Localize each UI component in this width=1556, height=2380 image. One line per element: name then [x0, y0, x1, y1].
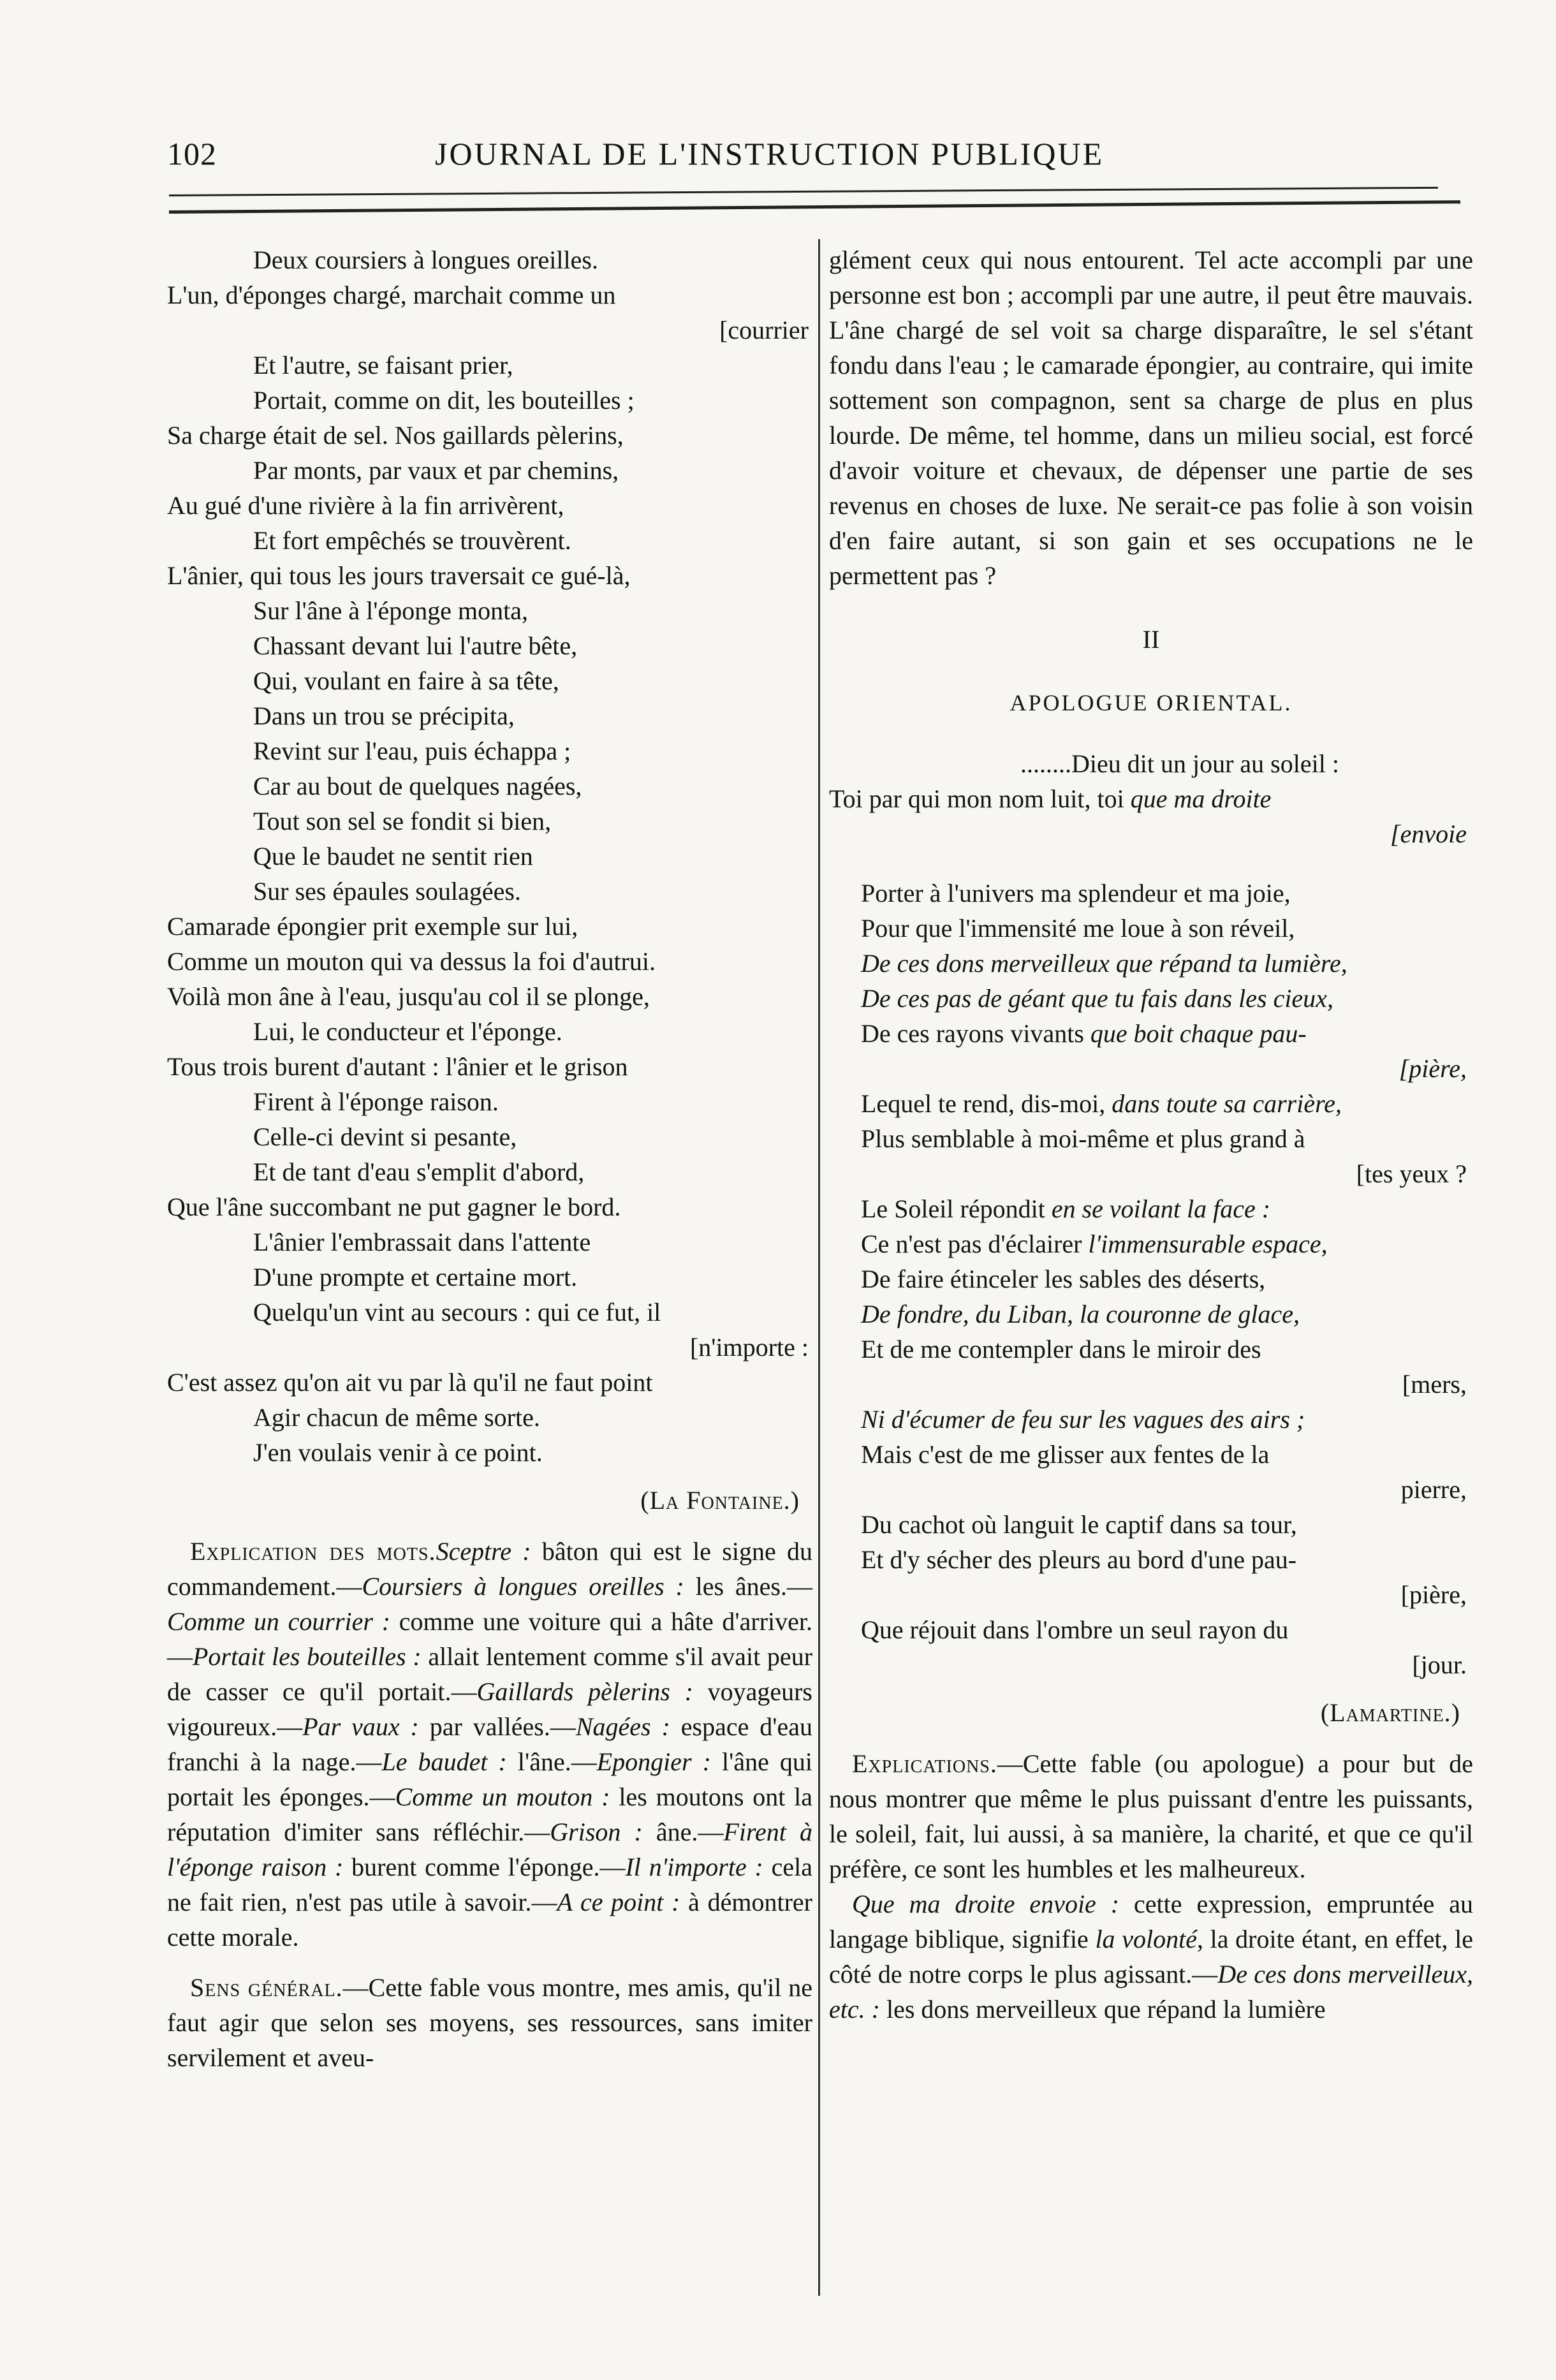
- verse-line: [829, 1612, 1473, 1647]
- sens-general-text: —Cette fable vous montre, mes amis, qu'il ne faut agir que selon ses moyens, ses ressources, sans imiter servilement et aveu-: [167, 1973, 813, 2072]
- verse-line: Firent à l'éponge raison.: [253, 1087, 499, 1116]
- text-run: les ânes.—: [684, 1572, 813, 1601]
- verse-line: Deux coursiers à longues oreilles.: [253, 246, 598, 274]
- text-run: espace d'eau franchi à la nage.—: [167, 1712, 813, 1776]
- italic-term: Epongier :: [596, 1747, 711, 1776]
- verse-line: Portait, comme on dit, les bouteilles ;: [253, 386, 635, 415]
- text-run: Que réjouit dans l'ombre un seul rayon du: [861, 1615, 1289, 1644]
- text-run: les moutons ont la réputation d'imiter sans réfléchir.—: [167, 1782, 813, 1846]
- verse-line: [829, 1542, 1473, 1577]
- sens-general: [167, 1970, 812, 2075]
- continuation-paragraph: glément ceux qui nous entourent. Tel acte accompli par une personne est bon ; accompli par une autre, il peut être mauvais. L'âne chargé de sel voit sa charge disparaître, le sel s'étant fondu dans l'eau ; le camarade épongier, au contraire, qui imite sottement son compagnon, sent sa charge de plus en plus lourde. De même, tel homme, dans un milieu social, est forcé d'avoir voiture et chevaux, de dépenser une partie de ses revenus en choses de luxe. Ne serait-ce pas folie à son voisin d'en faire autant, si son gain et ses occupations ne le permettent pas ?: [829, 246, 1473, 590]
- italic-term: Nagées :: [575, 1712, 670, 1741]
- verse-line: Celle-ci devint si pesante,: [253, 1122, 517, 1151]
- running-title: JOURNAL DE L'INSTRUCTION PUBLIQUE: [435, 136, 1105, 172]
- verse-line: Quelqu'un vint au secours : qui ce fut, il: [253, 1298, 661, 1326]
- verse-line: [829, 746, 1473, 781]
- italic-term: Sceptre :: [436, 1537, 531, 1566]
- verse-line: [829, 1121, 1473, 1156]
- verse-line: Comme un mouton qui va dessus la foi d'autrui.: [167, 947, 656, 976]
- page-number: 102: [167, 136, 217, 172]
- text-run: ........Dieu dit un jour au soleil :: [1020, 749, 1339, 778]
- text-run: De ces rayons vivants: [861, 1019, 1090, 1048]
- signature-text: (La Fontaine.): [640, 1486, 800, 1515]
- verse-line: [n'importe :: [689, 1333, 809, 1362]
- text-run: voyageurs vigoureux.—: [167, 1677, 812, 1741]
- verse-line: Et fort empêchés se trouvèrent.: [253, 526, 571, 555]
- italic-term: Le baudet :: [381, 1747, 507, 1776]
- verse-line: [829, 1086, 1473, 1121]
- text-run: l'âne qui portait les éponges.—: [167, 1747, 813, 1811]
- italic-term: De fondre, du Liban, la couronne de glace,: [861, 1300, 1300, 1328]
- verse-line: [829, 1437, 1473, 1472]
- verse-line: Agir chacun de même sorte.: [253, 1403, 540, 1432]
- verse-line: Chassant devant lui l'autre bête,: [253, 631, 578, 660]
- text-run: Et de me contempler dans le miroir des: [861, 1335, 1261, 1363]
- verse-line: C'est assez qu'on ait vu par là qu'il ne faut point: [167, 1368, 653, 1397]
- signature-lamartine: [829, 1695, 1473, 1730]
- text-run: Toi par qui mon nom luit, toi: [829, 784, 1131, 813]
- italic-term: en se voilant la face :: [1051, 1194, 1271, 1223]
- verse-line: Revint sur l'eau, puis échappa ;: [253, 737, 571, 765]
- verse-line: [829, 1577, 1473, 1612]
- verse-line: [829, 1226, 1473, 1261]
- verse-line: Au gué d'une rivière à la fin arrivèrent,: [167, 491, 564, 520]
- text-run: les dons merveilleux que répand la lumière: [879, 1995, 1326, 2024]
- italic-term: Par vaux :: [302, 1712, 419, 1741]
- text-run: Porter à l'univers ma splendeur et ma joie,: [861, 879, 1291, 907]
- verse-line: [829, 781, 1473, 816]
- verse-line: [829, 911, 1473, 946]
- sens-general-heading: Sens général.: [190, 1973, 343, 2002]
- text-run: Lequel te rend, dis-moi,: [861, 1089, 1112, 1118]
- verse-line: [829, 1472, 1473, 1507]
- italic-term: Firent à l'éponge raison :: [167, 1818, 813, 1881]
- right-column: [829, 242, 1473, 2027]
- text-run: pierre,: [1400, 1475, 1467, 1504]
- text-run: l'âne.—: [506, 1747, 597, 1776]
- verse-line: Par monts, par vaux et par chemins,: [253, 456, 619, 485]
- verse-line: Sur ses épaules soulagées.: [253, 877, 521, 906]
- italic-term: l'immensurable espace,: [1088, 1230, 1328, 1258]
- italic-term: Que ma droite envoie :: [852, 1890, 1120, 1918]
- verse-line: [829, 816, 1473, 851]
- text-run: [pière,: [1400, 1580, 1467, 1609]
- verse-line: Camarade épongier prit exemple sur lui,: [167, 912, 578, 941]
- italic-term: Ni d'écumer de feu sur les vagues des airs ;: [861, 1405, 1305, 1434]
- italic-term: [envoie: [1390, 819, 1467, 848]
- verse-line: D'une prompte et certaine mort.: [253, 1263, 578, 1291]
- verse-line: [829, 981, 1473, 1016]
- section-title: APOLOGUE ORIENTAL.: [1009, 690, 1293, 716]
- verse-line: Car au bout de quelques nagées,: [253, 772, 582, 800]
- verse-line: [courrier: [719, 316, 809, 344]
- verse-line: Que le baudet ne sentit rien: [253, 842, 533, 870]
- italic-term: De ces dons merveilleux, etc. :: [829, 1960, 1473, 2024]
- text-run: Du cachot où languit le captif dans sa tour,: [861, 1510, 1297, 1539]
- italic-term: que ma droite: [1130, 784, 1272, 813]
- fable-poem: [167, 242, 812, 1470]
- verse-line: Tous trois burent d'autant : l'ânier et le grison: [167, 1052, 628, 1081]
- text-run: Plus semblable à moi-même et plus grand à: [861, 1124, 1305, 1153]
- verse-line: [829, 1051, 1473, 1086]
- text-run: Pour que l'immensité me loue à son réveil,: [861, 914, 1295, 943]
- text-run: [jour.: [1412, 1650, 1467, 1679]
- verse-line: Sa charge était de sel. Nos gaillards pèlerins,: [167, 421, 624, 450]
- verse-line: L'un, d'éponges chargé, marchait comme un: [167, 281, 616, 309]
- italic-term: Comme un courrier :: [167, 1607, 391, 1636]
- verse-line: [829, 1016, 1473, 1051]
- verse-line: Que l'âne succombant ne put gagner le bord.: [167, 1193, 621, 1221]
- italic-term: Gaillards pèlerins :: [476, 1677, 693, 1706]
- text-run: [mers,: [1402, 1370, 1467, 1399]
- text-run: par vallées.—: [418, 1712, 576, 1741]
- explication-heading: Explication des mots.: [190, 1537, 436, 1566]
- italic-term: que boit chaque pau-: [1090, 1019, 1307, 1048]
- verse-line: Tout son sel se fondit si bien,: [253, 807, 552, 835]
- explication-des-mots: [167, 1534, 812, 1955]
- verse-line: [829, 1297, 1473, 1332]
- verse-line: Et l'autre, se faisant prier,: [253, 351, 513, 379]
- verse-line: [829, 1507, 1473, 1542]
- verse-line: Lui, le conducteur et l'éponge.: [253, 1017, 562, 1046]
- text-run: Mais c'est de me glisser aux fentes de la: [861, 1440, 1270, 1469]
- text-run: âne.—: [642, 1818, 724, 1846]
- italic-term: A ce point :: [557, 1888, 680, 1916]
- signature-text: (Lamartine.): [1320, 1698, 1460, 1727]
- italic-term: Grison :: [550, 1818, 643, 1846]
- verse-line: [829, 1647, 1473, 1682]
- verse-line: Dans un trou se précipita,: [253, 702, 515, 730]
- text-run: Le Soleil répondit: [861, 1194, 1052, 1223]
- verse-line: L'ânier l'embrassait dans l'attente: [253, 1228, 591, 1256]
- header-rule-thick: [169, 200, 1460, 214]
- italic-term: De ces dons merveilleux que répand ta lumière,: [861, 949, 1347, 978]
- text-run: à démontrer cette morale.: [167, 1888, 812, 1951]
- verse-line: Sur l'âne à l'éponge monta,: [253, 596, 528, 625]
- text-run: [tes yeux ?: [1356, 1159, 1467, 1188]
- verse-line: [829, 1332, 1473, 1367]
- text-run: cela ne fait rien, n'est pas utile à savoir.—: [167, 1853, 812, 1916]
- text-run: allait lentement comme s'il avait peur de casser ce qu'il portait.—: [167, 1642, 813, 1706]
- verse-line: [829, 1156, 1473, 1191]
- page-header: [167, 135, 1460, 186]
- explications-text: —Cette fable (ou apologue) a pour but de nous montrer que même le plus puissant d'entre les puissants, le soleil, fait, lui aussi, à sa manière, la charité, et que ce qu'il préfère, ce sont les humbles et les malheureux.: [829, 1749, 1473, 1883]
- italic-term: Portait les bouteilles :: [193, 1642, 422, 1671]
- verse-line: Et de tant d'eau s'emplit d'abord,: [253, 1157, 585, 1186]
- text-run: burent comme l'éponge.—: [343, 1853, 626, 1881]
- text-run: bâton qui est le signe du commandement.—: [167, 1537, 812, 1601]
- explications-heading: Explications.: [852, 1749, 997, 1778]
- italic-term: Il n'importe :: [625, 1853, 763, 1881]
- verse-line: [829, 876, 1473, 911]
- verse-line: [829, 1367, 1473, 1402]
- left-column: [167, 242, 812, 2075]
- text-run: , la droite étant, en effet, le côté de notre corps le plus agissant.—: [829, 1925, 1473, 1988]
- signature-la-fontaine: [167, 1483, 812, 1518]
- text-run: comme une voiture qui a hâte d'arriver.—: [167, 1607, 813, 1671]
- section-number: II: [1142, 625, 1160, 654]
- italic-term: Comme un mouton :: [395, 1782, 610, 1811]
- text-run: cette expression, empruntée au langage biblique, signifie: [829, 1890, 1473, 1953]
- explications-paragraph: [829, 1746, 1473, 1886]
- apologue-poem: [829, 746, 1473, 1682]
- italic-term: De ces pas de géant que tu fais dans les cieux,: [861, 984, 1333, 1013]
- italic-term: Coursiers à longues oreilles :: [362, 1572, 684, 1601]
- italic-term: [pière,: [1398, 1054, 1467, 1083]
- verse-line: [829, 1191, 1473, 1226]
- italic-term: dans toute sa carrière,: [1112, 1089, 1342, 1118]
- verse-line: L'ânier, qui tous les jours traversait ce gué-là,: [167, 561, 631, 590]
- italic-term: la volonté: [1095, 1925, 1197, 1953]
- text-run: Ce n'est pas d'éclairer: [861, 1230, 1089, 1258]
- que-ma-droite-paragraph: [829, 1886, 1473, 2027]
- text-run: Et d'y sécher des pleurs au bord d'une pau-: [861, 1545, 1297, 1574]
- verse-line: [829, 1402, 1473, 1437]
- verse-line: J'en voulais venir à ce point.: [253, 1438, 543, 1467]
- verse-line: [829, 1261, 1473, 1297]
- verse-line: Voilà mon âne à l'eau, jusqu'au col il se plonge,: [167, 982, 650, 1011]
- verse-line: Qui, voulant en faire à sa tête,: [253, 666, 559, 695]
- text-run: De faire étinceler les sables des déserts,: [861, 1265, 1266, 1293]
- header-rule-thin: [169, 187, 1438, 196]
- column-divider: [818, 239, 820, 2296]
- verse-line: [829, 946, 1473, 981]
